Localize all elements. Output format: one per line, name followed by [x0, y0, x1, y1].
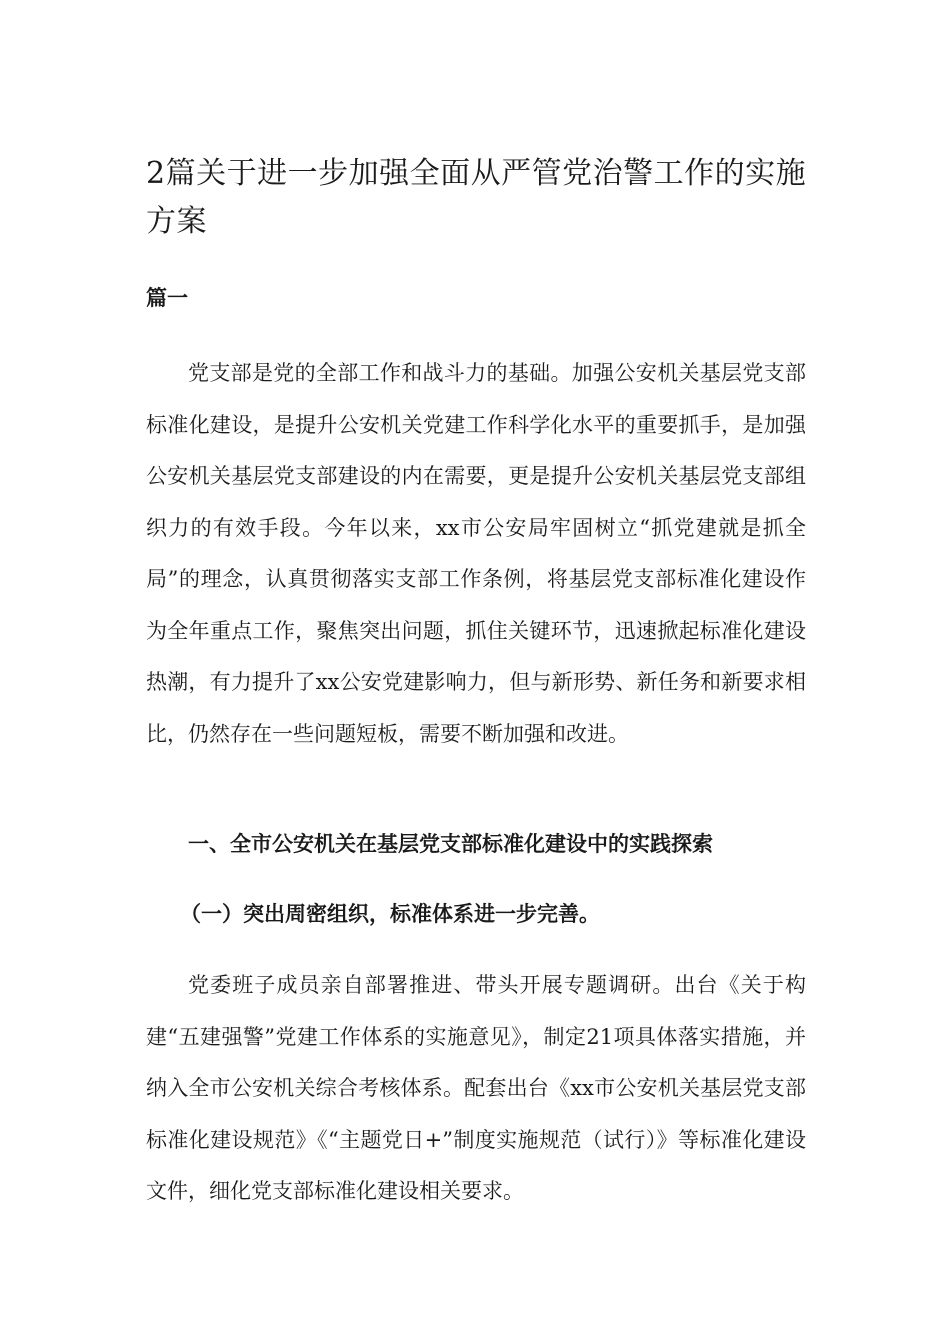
section-label: 篇一	[146, 285, 188, 310]
body-paragraph-1: 党支部是党的全部工作和战斗力的基础。加强公安机关基层党支部标准化建设，是提升公安机关党建工作科学化水平的重要抓手，是加强公安机关基层党支部建设的内在需要，更是提升公安机关基层党支部组织力的有效手段。今年以来，xx市公安局牢固树立“抓党建就是抓全局”的理念，认真贯彻落实支部工作条例，将基层党支部标准化建设作为全年重点工作，聚焦突出问题，抓住关键环节，迅速掀起标准化建设热潮，有力提升了xx公安党建影响力，但与新形势、新任务和新要求相比，仍然存在一些问题短板，需要不断加强和改进。	[146, 361, 806, 746]
body-paragraph-2: 党委班子成员亲自部署推进、带头开展专题调研。出台《关于构建“五建强警”党建工作体系的实施意见》，制定21项具体落实措施，并纳入全市公安机关综合考核体系。配套出台《xx市公安机关基层党支部标准化建设规范》《“主题党日+”制度实施规范（试行）》等标准化建设文件，细化党支部标准化建设相关要求。	[146, 973, 806, 1203]
document-title: 2篇关于进一步加强全面从严管党治警工作的实施方案	[146, 156, 807, 239]
subsection-heading-1: （一）突出周密组织，标准体系进一步完善。	[180, 901, 600, 926]
section-heading-1: 一、全市公安机关在基层党支部标准化建设中的实践探索	[188, 831, 713, 856]
